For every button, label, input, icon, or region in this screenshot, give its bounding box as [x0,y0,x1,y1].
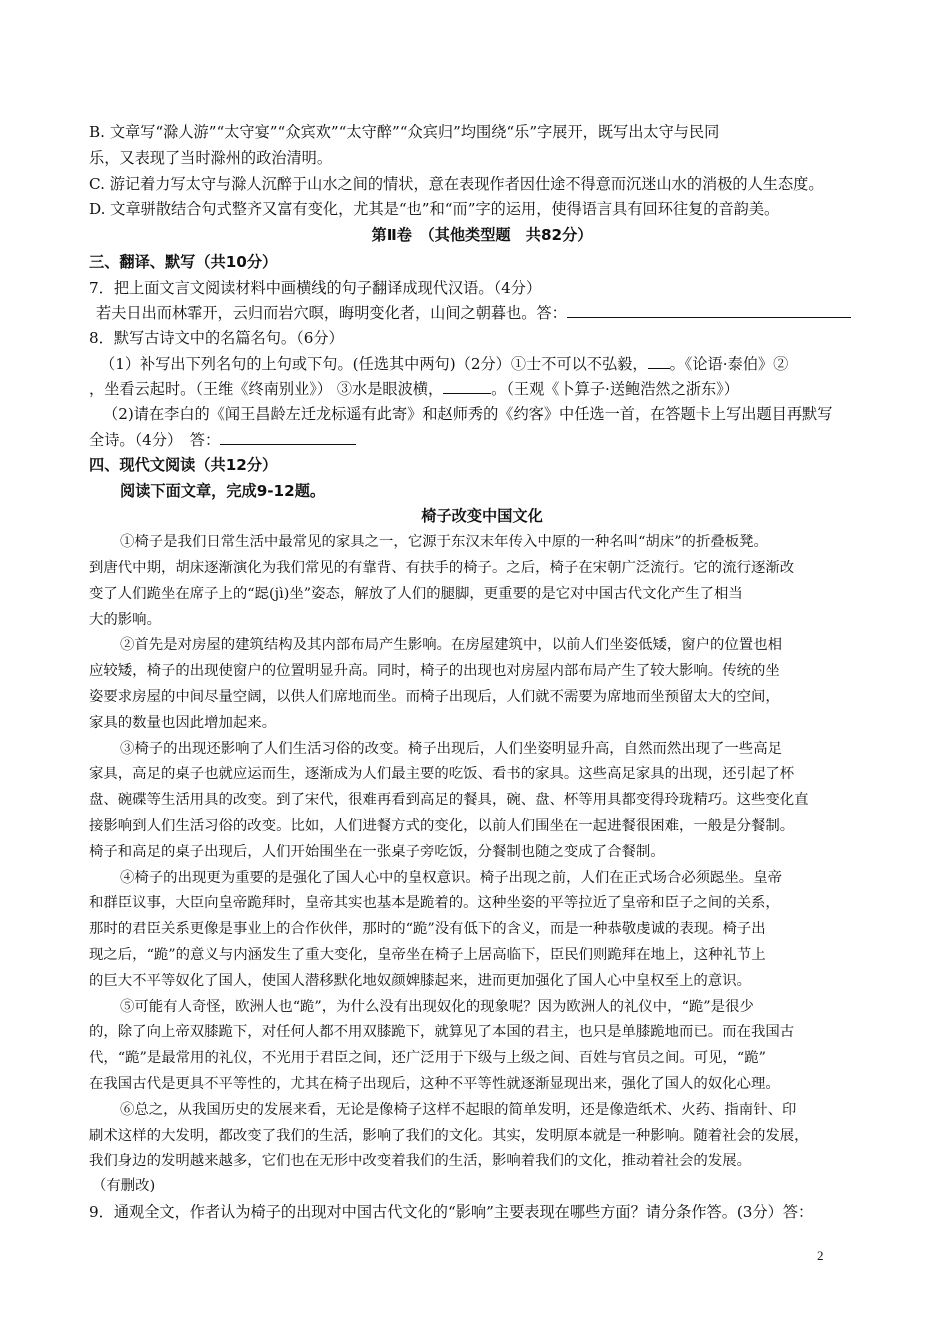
blank-3[interactable] [443,377,491,394]
paragraph-5-line-2: 的，除了向上帝双膝跪下，对任何人都不用双膝跪下，就算见了本国的君主，也只是单膝跪地而已。而在我国古 [89,1024,795,1040]
question-8-part-1-source: 。《论语·泰伯》② [669,355,789,373]
paragraph-4-line-5: 的巨大不平等奴化了国人，使国人潜移默化地奴颜婢膝起来，进而更加强化了国人心中皇权至上的意识。 [89,973,751,989]
question-7-sentence-text: 若夫日出而林霏开，云归而岩穴暝，晦明变化者，山间之朝暮也。答： [96,304,567,322]
question-8-part-1-line-1 [100,352,900,376]
question-7-sentence [96,301,896,325]
question-8-part-1-line-2 [89,377,889,401]
question-8: 8．默写古诗文中的名篇名句。（6分） [89,329,344,347]
paragraph-3-line-4: 接影响到人们生活习俗的改变。比如，人们进餐方式的变化，以前人们围坐在一起进餐很困难，一般是分餐制。 [89,818,795,834]
paragraph-4-line-3: 那时的君臣关系更像是事业上的合作伙伴，那时的“跪”没有低下的含义，而是一种恭敬虔诚的表现。椅子出 [89,921,766,937]
article-title: 椅子改变中国文化 [421,507,543,525]
question-7-answer-blank[interactable] [567,301,851,318]
question-8-part-2-line-2 [89,428,889,452]
question-7: 7．把上面文言文阅读材料中画横线的句子翻译成现代汉语。（4分） [89,279,542,297]
paragraph-4-line-2: 和群臣议事，大臣向皇帝跪拜时，皇帝其实也基本是跪着的。这种坐姿的平等拉近了皇帝和臣子之间的关系， [89,895,780,911]
paragraph-5-line-3: 代，“跪”是最常用的礼仪，不光用于君臣之间，还广泛用于下级与上级之间、百姓与官员之间。可见，“跪” [89,1050,767,1066]
page-number: 2 [817,1248,824,1263]
paragraph-6-line-3: 我们身边的发明越来越多，它们也在无形中改变着我们的生活，影响着我们的文化，推动着社会的发展。 [89,1153,751,1169]
paragraph-6-line-2: 刷术这样的大发明，都改变了我们的生活，影响了我们的文化。其实，发明原本就是一种影响。随着社会的发展， [89,1128,809,1144]
paragraph-1-line-1: ①椅子是我们日常生活中最常见的家具之一，它源于东汉末年传入中原的一种名叫“胡床”的折叠板凳。 [120,534,768,550]
paragraph-3-line-3: 盘、碗碟等生活用具的改变。到了宋代，很难再看到高足的餐具，碗、盘、杯等用具都变得玲珑精巧。这些变化直 [89,792,809,808]
paragraph-3-line-2: 家具，高足的桌子也就应运而生，逐渐成为人们最主要的吃饭、看书的家具。这些高足家具的出现，还引起了杯 [89,766,795,782]
question-8-part-2-text: 全诗。（4分） 答： [89,431,221,449]
paragraph-2-line-1: ②首先是对房屋的建筑结构及其内部布局产生影响。在房屋建筑中，以前人们坐姿低矮，窗户的位置也相 [120,637,782,653]
paragraph-1-line-2: 到唐代中期，胡床逐渐演化为我们常见的有靠背、有扶手的椅子。之后，椅子在宋朝广泛流行。它的流行逐渐改 [89,560,795,576]
paragraph-1-line-4: 大的影响。 [89,612,161,628]
paragraph-3-line-1: ③椅子的出现还影响了人们生活习俗的改变。椅子出现后，人们坐姿明显升高，自然而然出现了一些高足 [120,741,782,757]
option-b-line-2: 乐，又表现了当时滁州的政治清明。 [89,149,332,167]
paragraph-5-line-4: 在我国古代是更具不平等性的，尤其在椅子出现后，这种不平等性就逐渐显现出来，强化了国人的奴化心理。 [89,1076,780,1092]
paragraph-2-line-4: 家具的数量也因此增加起来。 [89,715,277,731]
option-c-line: C. 游记着力写太守与滁人沉醉于山水之间的情状，意在表现作者因仕途不得意而沉迷山水的消极的人生态度。 [89,175,824,193]
paragraph-1-line-3: 变了人们跪坐在席子上的“跽(jì)坐”姿态，解放了人们的腿脚，更重要的是它对中国古代文化产生了相当 [89,586,743,602]
section-three-heading: 三、翻译、默写（共10分） [89,253,278,271]
question-8-part-1-text: （1）补写出下列名句的上句或下句。(任选其中两句)（2分）①士不可以不弘毅， [100,355,648,373]
option-b-line-1: B. 文章写“滁人游”“太守宴”“众宾欢”“太守醉”“众宾归”均围绕“乐”字展开，既写出太守与民同 [89,123,720,141]
question-8-part-1-line-2-text: ，坐看云起时。（王维《终南别业》） ③水是眼波横， [89,380,444,398]
paragraph-4-line-1: ④椅子的出现更为重要的是强化了国人心中的皇权意识。椅子出现之前，人们在正式场合必须跽坐。皇帝 [120,870,782,886]
question-8-part-1-line-2-source: 。（王观《卜算子·送鲍浩然之浙东》） [491,380,739,398]
question-8-part-2-line-1: （2)请在李白的《闻王昌龄左迁龙标遥有此寄》和赵师秀的《约客》中任选一首，在答题卡上写出题目再默写 [103,405,833,423]
paragraph-2-line-2: 应较矮，椅子的出现使窗户的位置明显升高。同时，椅子的出现也对房屋内部布局产生了较大影响。传统的坐 [89,663,780,679]
section-four-heading: 四、现代文阅读（共12分） [89,456,278,474]
question-8-answer-blank[interactable] [220,428,356,445]
paragraph-6-line-1: ⑥总之，从我国历史的发展来看，无论是像椅子这样不起眼的简单发明，还是像造纸术、火药、指南针、印 [120,1102,797,1118]
question-9: 9．通观全文，作者认为椅子的出现对中国古代文化的“影响”主要表现在哪些方面？请分条作答。(3分）答： [89,1203,814,1221]
abridged-note: （有删改) [92,1178,156,1194]
paragraph-4-line-4: 现之后，“跪”的意义与内涵发生了重大变化，皇帝坐在椅子上居高临下，臣民们则跪拜在地上，这种礼节上 [89,947,766,963]
blank-1[interactable] [648,352,670,369]
paragraph-2-line-3: 姿要求房屋的中间尽量空阔，以供人们席地而坐。而椅子出现后，人们就不需要为席地而坐预留太大的空间， [89,689,780,705]
reading-instruction: 阅读下面文章，完成9-12题。 [120,482,326,500]
option-d-line: D. 文章骈散结合句式整齐又富有变化，尤其是“也”和“而”字的运用，使得语言具有回环往复的音韵美。 [89,200,780,218]
paragraph-3-line-5: 椅子和高足的桌子出现后，人们开始围坐在一张桌子旁吃饭，分餐制也随之变成了合餐制。 [89,844,665,860]
paragraph-5-line-1: ⑤可能有人奇怪，欧洲人也“跪”，为什么没有出现奴化的现象呢？因为欧洲人的礼仪中，“跪”是很少 [120,999,754,1015]
volume-title: 第Ⅱ卷 （其他类型题 共82分） [371,226,593,244]
